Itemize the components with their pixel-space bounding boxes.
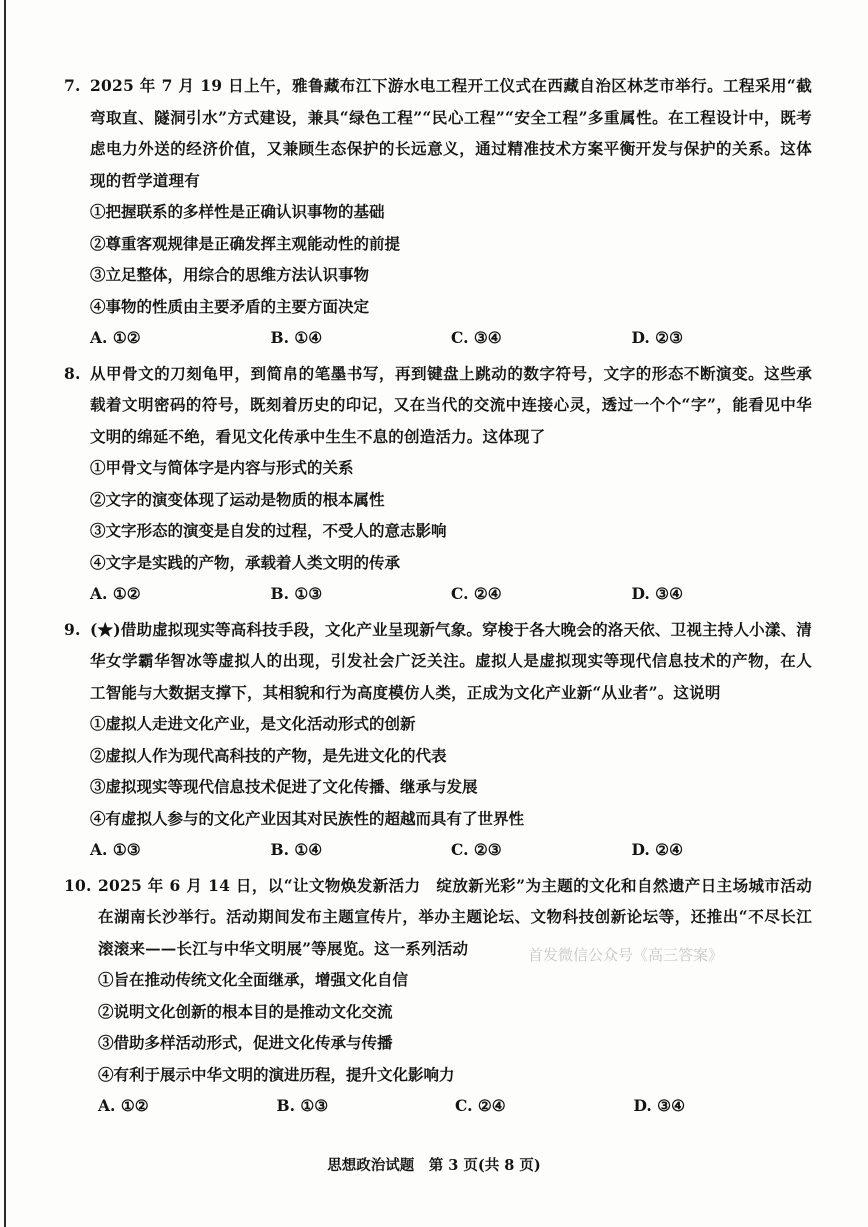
- question-stem: [64, 70, 812, 196]
- choice-b: B. ①③: [270, 584, 323, 603]
- statement-1: ①虚拟人走进文化产业，是文化活动形式的创新: [90, 714, 416, 733]
- choice-b: B. ①④: [270, 840, 323, 859]
- statement-1: ①把握联系的多样性是正确认识事物的基础: [90, 202, 385, 221]
- statement-4: ④文字是实践的产物，承载着人类文明的传承: [90, 552, 401, 572]
- question-text: 从甲骨文的刀刻龟甲，到简帛的笔墨书写，再到键盘上跳动的数字符号，文字的形态不断演变。这些承载着文明密码的符号，既刻着历史的印记，又在当代的交流中连接心灵，透过一个个“字”，能看见中华文明的绵延不绝，看见文化传承中生生不息的创造活力。这体现了: [90, 363, 812, 446]
- question-stem: [64, 358, 812, 453]
- watermark-text: 首发微信公众号《高三答案》: [528, 946, 724, 964]
- statement-2: ②尊重客观规律是正确发挥主观能动性的前提: [90, 233, 401, 253]
- page-footer: 思想政治试题 第 3 页(共 8 页): [327, 1157, 541, 1174]
- choice-c: C. ②③: [451, 840, 502, 859]
- question-number: 10.: [64, 875, 92, 895]
- statement-2: ②说明文化创新的根本目的是推动文化交流: [98, 1001, 393, 1021]
- choice-c: C. ③④: [451, 328, 502, 347]
- question-9: [64, 614, 812, 866]
- question-number: 9.: [64, 619, 81, 639]
- choice-b: B. ①④: [270, 328, 323, 347]
- page-left-edge: [4, 0, 6, 1227]
- choice-c: C. ②④: [455, 1096, 506, 1115]
- choice-a: A. ①②: [98, 1096, 149, 1115]
- question-stem: [64, 614, 812, 709]
- choice-a: A. ①②: [90, 584, 141, 603]
- question-8: [64, 358, 812, 610]
- question-10: [64, 870, 812, 1122]
- choice-d: D. ②④: [631, 840, 683, 859]
- statement-1: ①旨在推动传统文化全面继承，增强文化自信: [98, 970, 409, 989]
- statement-2: ②虚拟人作为现代高科技的产物，是先进文化的代表: [90, 745, 447, 765]
- question-text: 2025 年 6 月 14 日，以“让文物焕发新活力 绽放新光彩”为主题的文化和自然遗产日主场城市活动在湖南长沙举行。活动期间发布主题宣传片，举办主题论坛、文物科技创新论坛等，还推出“不尽长江滚滚来——长江与中华文明展”等展览。这一系列活动: [98, 875, 812, 958]
- question-7: [64, 70, 812, 354]
- statement-3: ③文字形态的演变是自发的过程，不受人的意志影响: [90, 521, 447, 540]
- questions-area: [64, 70, 812, 1126]
- answer-choices: [64, 578, 812, 610]
- statement-3: ③虚拟现实等现代信息技术促进了文化传播、继承与发展: [90, 777, 478, 796]
- statement-3: ③借助多样活动形式，促进文化传承与传播: [98, 1033, 393, 1052]
- choice-c: C. ②④: [451, 584, 502, 603]
- answer-choices: [64, 322, 812, 354]
- choice-d: D. ②③: [631, 328, 683, 347]
- question-text: 2025 年 7 月 19 日上午，雅鲁藏布江下游水电工程开工仪式在西藏自治区林芝市举行。工程采用“截弯取直、隧洞引水”方式建设，兼具“绿色工程”“民心工程”“安全工程”多重属性。在工程设计中，既考虑电力外送的经济价值，又兼顾生态保护的长远意义，通过精准技术方案平衡开发与保护的关系。这体现的哲学道理有: [90, 76, 812, 190]
- choice-d: D. ③④: [631, 584, 683, 603]
- question-number: 7.: [64, 76, 81, 95]
- statement-4: ④有虚拟人参与的文化产业因其对民族性的超越而具有了世界性: [90, 808, 525, 828]
- choice-d: D. ③④: [633, 1096, 685, 1115]
- answer-choices: [64, 834, 812, 866]
- statement-2: ②文字的演变体现了运动是物质的根本属性: [90, 489, 385, 509]
- choice-a: A. ①②: [90, 328, 141, 347]
- statement-4: ④有利于展示中华文明的演进历程，提升文化影响力: [98, 1064, 455, 1084]
- question-text: (★)借助虚拟现实等高科技手段，文化产业呈现新气象。穿梭于各大晚会的洛天依、卫视主持人小漾、清华女学霸华智冰等虚拟人的出现，引发社会广泛关注。虚拟人是虚拟现实等现代信息技术的产物，在人工智能与大数据支撑下，其相貌和行为高度模仿人类，正成为文化产业新“从业者”。这说明: [90, 619, 812, 702]
- choice-a: A. ①③: [90, 840, 141, 859]
- statement-3: ③立足整体，用综合的思维方法认识事物: [90, 265, 370, 284]
- answer-choices: [64, 1090, 812, 1122]
- statement-1: ①甲骨文与简体字是内容与形式的关系: [90, 458, 354, 477]
- choice-b: B. ①③: [276, 1096, 329, 1115]
- statement-4: ④事物的性质由主要矛盾的主要方面决定: [90, 296, 370, 316]
- question-number: 8.: [64, 363, 81, 383]
